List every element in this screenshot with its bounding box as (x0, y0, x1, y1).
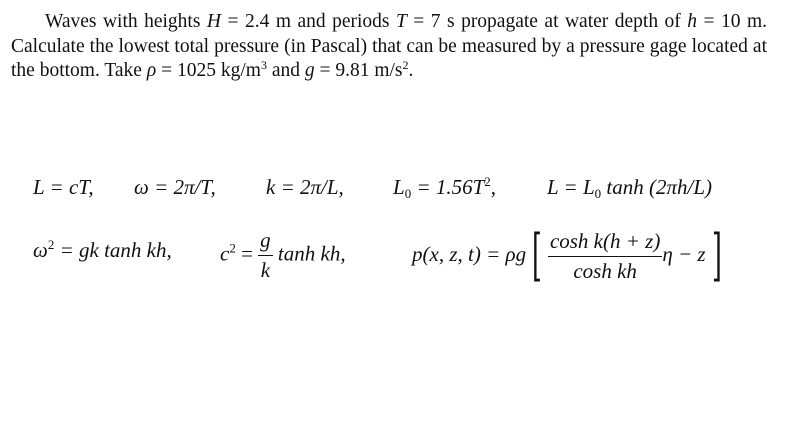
symbol-T: T (395, 11, 407, 32)
problem-text: Waves with heights (45, 11, 207, 32)
problem-statement (11, 10, 767, 84)
fraction-cosh: $\frac{\text{cosh k(h + z)}}{\text{cosh kh}}$ (549, 228, 661, 283)
problem-text: = 1025 kg/m (156, 60, 261, 81)
exponent: 2 (402, 58, 409, 72)
problem-text: = 7 s propagate at water depth of (406, 11, 688, 32)
right-bracket: ] (711, 223, 722, 288)
equation-celerity: $c^2$ = $\frac{g}{k}$ tanh kh, (220, 228, 346, 282)
equation-deepwater-wavelength: $L_0 = 1.56T^2$, (393, 174, 497, 201)
exponent: 3 (260, 58, 267, 72)
equation-pressure: p(x, z, t) = ρg [ $\frac{\text{cosh k(h + z)}}{\text{cosh kh}}$ η − z ] (412, 223, 722, 288)
problem-text: = 9.81 m/s (314, 60, 403, 81)
fraction-g-over-k: $\frac{g}{k}$ (260, 228, 271, 282)
equation-wavenumber: k = 2π/L, (266, 175, 344, 199)
equation-row-2 (0, 223, 796, 288)
left-bracket: [ (532, 223, 542, 288)
equation-wavelength-celerity: L = cT, (33, 175, 94, 199)
problem-text: and (266, 60, 305, 81)
symbol-H: H (206, 11, 222, 32)
equation-dispersion: $\omega^2$ = gk tanh kh, (33, 237, 172, 262)
problem-text: = 10 m. Calculate the lowest total pressure (in Pascal) that can be measured by a pressure gage located at the bottom. Take (11, 11, 767, 81)
problem-text: . (408, 60, 414, 81)
equation-angular-frequency: ω = 2π/T, (134, 175, 216, 199)
symbol-h: h (687, 11, 698, 32)
problem-text: = 2.4 m and periods (221, 11, 396, 32)
equation-wavelength-tanh: $L = L_0$ tanh (2πh/L) (547, 175, 713, 201)
symbol-rho: ρ (146, 60, 157, 81)
symbol-g: g (304, 60, 315, 81)
equation-row-1 (0, 175, 796, 225)
